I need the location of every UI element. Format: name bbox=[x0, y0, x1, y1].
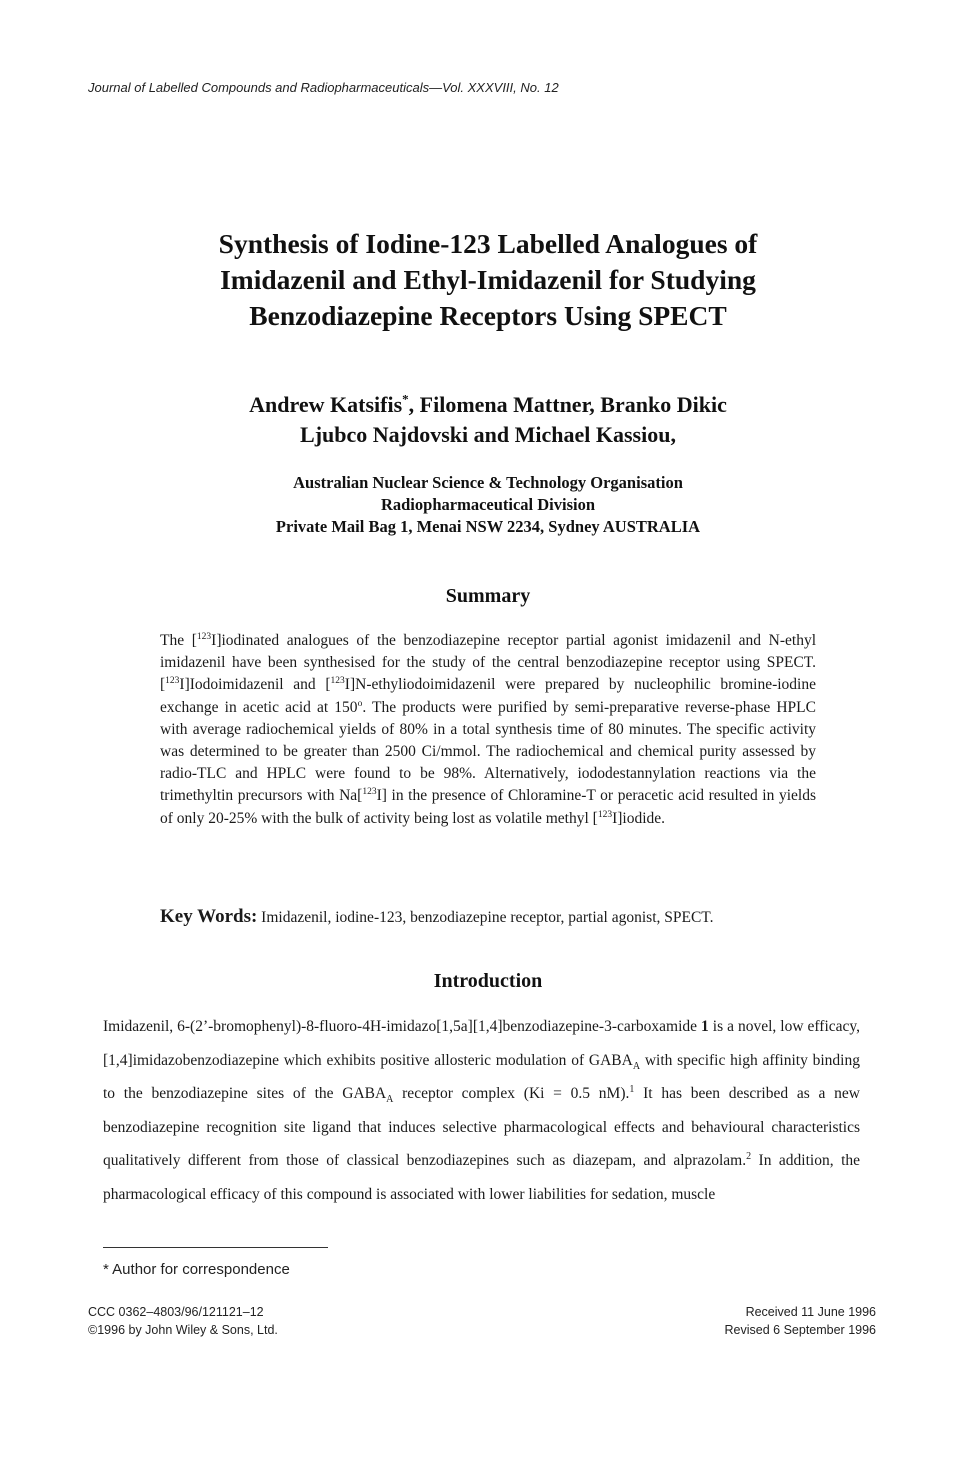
intro-text-4: receptor complex (Ki = 0.5 nM). bbox=[393, 1085, 630, 1103]
keywords-label: Key Words: bbox=[160, 906, 258, 927]
summary-text-2: I]iodinated analogues of the benzodiazepine receptor partial agonist imidazenil and N-ethyl imidazenil have been synthesised for the study of the central benzodiazepine receptor using SPECT. [ bbox=[160, 632, 817, 694]
title-line-1: Synthesis of Iodine-123 Labelled Analogues of bbox=[218, 228, 758, 259]
intro-text-6: In addition, the pharmacological efficacy of this compound is associated with lower liabilities for sedation, muscle bbox=[103, 1152, 861, 1203]
intro-text-2: is a novel, low efficacy, [1,4]imidazobenzodiazepine which exhibits positive allosteric modulation of GABA bbox=[103, 1018, 861, 1069]
title-line-3: Benzodiazepine Receptors Using SPECT bbox=[249, 300, 727, 331]
summary-text-5: . The products were purified by semi-preparative reverse-phase HPLC with average radiochemical yields of 80% in a total synthesis time of 80 minutes. The specific activity was determined to be greater than 2500 Ci/mmol. The radiochemical and chemical purity assessed by radio-TLC and HPLC were found to be 98%. Alternatively, iododestannylation reactions via the trimethyltin precursors with Na[ bbox=[160, 698, 816, 805]
intro-text-3: with specific high affinity binding to the benzodiazepine sites of the GABA bbox=[103, 1051, 860, 1103]
reference-1: 1 bbox=[629, 1084, 635, 1096]
summary-text-3: I]Iodoimidazenil and [ bbox=[179, 676, 331, 694]
corresponding-author-mark: * bbox=[402, 391, 409, 407]
authors-rest: , Filomena Mattner, Branko Dikic bbox=[408, 392, 727, 417]
journal-running-header: Journal of Labelled Compounds and Radiopharmaceuticals—Vol. XXXVIII, No. 12 bbox=[88, 80, 559, 95]
footer-publisher: ©1996 by John Wiley & Sons, Ltd. bbox=[88, 1323, 278, 1337]
footer-received: Received 11 June 1996 bbox=[745, 1305, 876, 1319]
footnote-rule bbox=[103, 1247, 328, 1248]
keywords-text: Imidazenil, iodine-123, benzodiazepine receptor, partial agonist, SPECT. bbox=[257, 909, 714, 926]
affiliation-org: Australian Nuclear Science & Technology Organisation bbox=[293, 473, 683, 492]
summary-text-7: I]iodide. bbox=[612, 809, 666, 827]
keywords bbox=[160, 906, 860, 929]
gaba-subscript: A bbox=[632, 1060, 641, 1072]
footer-copyright bbox=[88, 1303, 278, 1339]
authors-line-1 bbox=[100, 390, 876, 420]
footer-dates bbox=[676, 1303, 876, 1339]
isotope-superscript: 123 bbox=[330, 676, 345, 687]
isotope-superscript: 123 bbox=[597, 809, 613, 820]
footer-ccc-code: CCC 0362–4803/96/121121–12 bbox=[88, 1305, 264, 1319]
affiliation-address: Private Mail Bag 1, Menai NSW 2234, Sydney AUSTRALIA bbox=[275, 517, 701, 536]
isotope-superscript: 123 bbox=[362, 787, 377, 798]
introduction-heading: Introduction bbox=[433, 970, 543, 992]
title-line-2: Imidazenil and Ethyl-Imidazenil for Studying bbox=[220, 264, 756, 295]
intro-text-1: Imidazenil, 6-(2’-bromophenyl)-8-fluoro-4H-imidazo[1,5a][1,4]benzodiazepine-3-carboxamide bbox=[103, 1018, 702, 1035]
author-list bbox=[100, 390, 876, 450]
summary-text-4: I]N-ethyliodoimidazenil were prepared by nucleophilic bromine-iodine exchange in acetic acid at 150 bbox=[160, 676, 816, 716]
isotope-superscript: 123 bbox=[196, 631, 212, 642]
authors-line-2: Ljubco Najdovski and Michael Kassiou, bbox=[300, 422, 676, 447]
compound-number: 1 bbox=[701, 1018, 709, 1035]
summary-text-1: The [ bbox=[160, 632, 197, 649]
summary-text-6: I] in the presence of Chloramine-T or peracetic acid resulted in yields of only 20-25% with the bulk of activity being lost as volatile methyl [ bbox=[160, 787, 816, 827]
reference-2: 2 bbox=[746, 1151, 752, 1163]
introduction-paragraph bbox=[103, 1010, 860, 1212]
footer-revised: Revised 6 September 1996 bbox=[724, 1323, 876, 1337]
isotope-superscript: 123 bbox=[165, 676, 180, 687]
affiliation bbox=[100, 472, 876, 538]
affiliation-division: Radiopharmaceutical Division bbox=[380, 495, 596, 514]
degree-superscript: o bbox=[357, 698, 363, 709]
intro-text-5: It has been described as a new benzodiazepine recognition site ligand that induces selective pharmacological effects and behavioural characteristics qualitatively different from those of classical benzodiazepines such as diazepam, and alprazolam. bbox=[103, 1085, 860, 1170]
author-first: Andrew Katsifis bbox=[249, 392, 403, 417]
article-title bbox=[100, 226, 876, 334]
summary-paragraph bbox=[160, 630, 816, 830]
gaba-subscript: A bbox=[386, 1094, 394, 1106]
footnote: * Author for correspondence bbox=[103, 1261, 290, 1278]
summary-heading: Summary bbox=[445, 585, 531, 607]
